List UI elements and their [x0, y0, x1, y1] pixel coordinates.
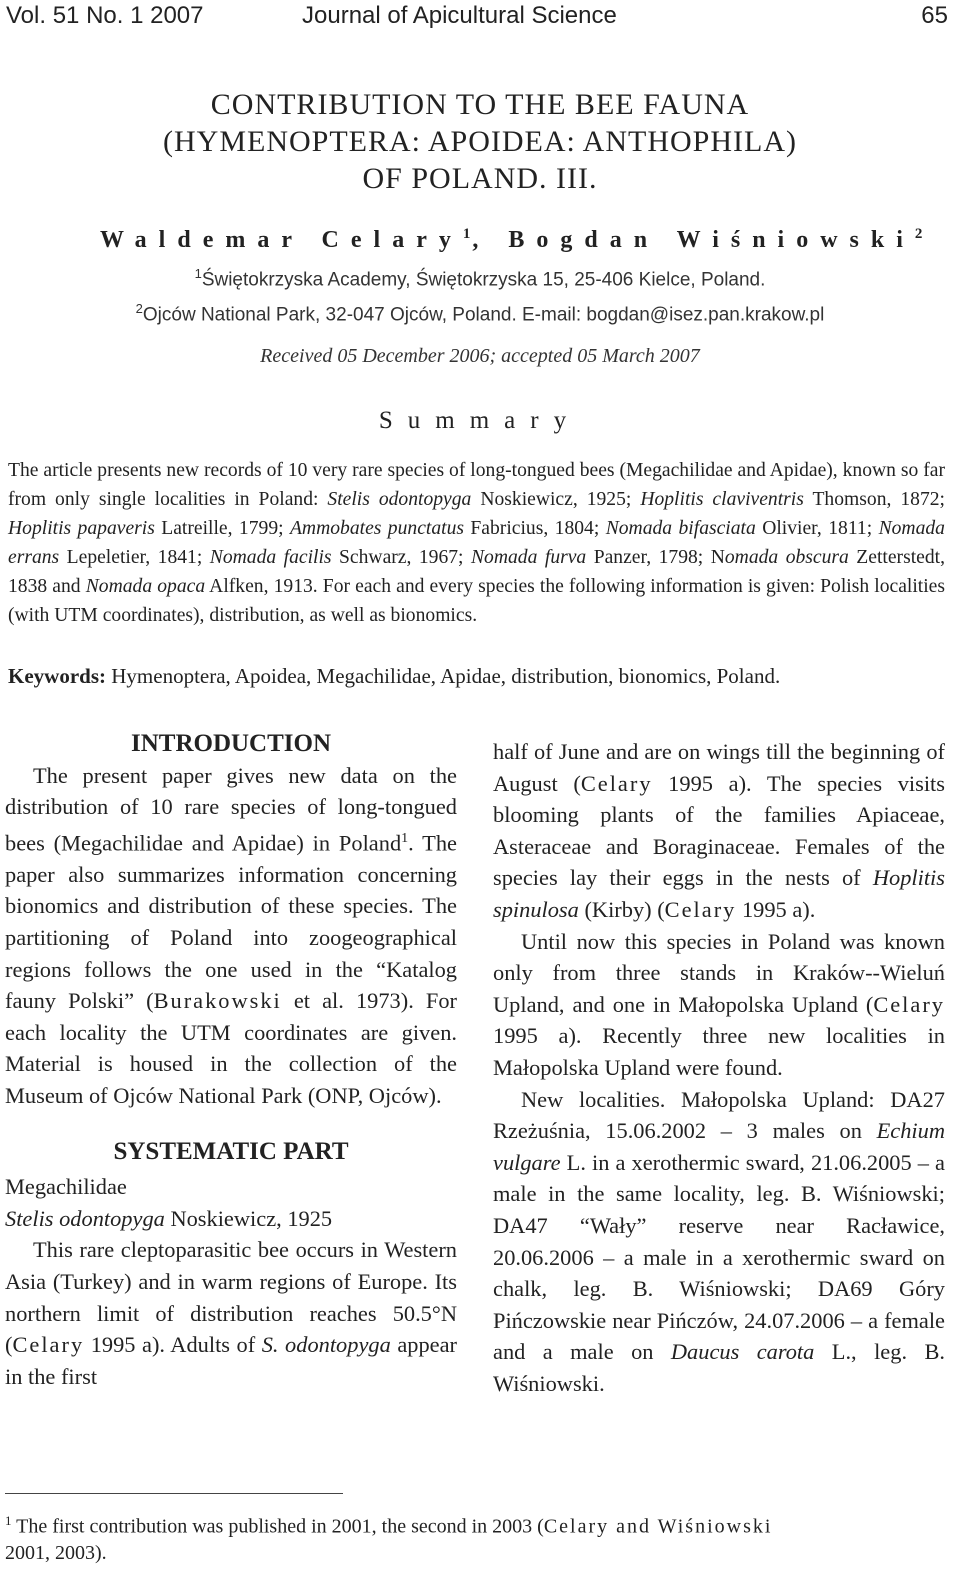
body-text: Until now this species in Poland was known only from three stands in Kraków--Wieluń Upland, and one in Małopolska Upland (	[493, 928, 945, 1017]
summary-part: Zetterstedt, 1838 and	[8, 547, 945, 597]
citation-author: Celary	[580, 770, 653, 796]
summary-heading: Summary	[378, 407, 582, 434]
citation-author: Celary	[873, 991, 945, 1017]
species-name: Hoplitis papaveris	[8, 518, 155, 539]
species-name: omada obscura	[724, 547, 849, 568]
affiliation-1	[60, 266, 900, 291]
right-column	[493, 736, 945, 1399]
species-author: Noskiewicz, 1925	[164, 1205, 333, 1231]
left-column	[5, 728, 457, 1392]
body-text: L., leg. B. Wiśniowski.	[493, 1339, 945, 1396]
species-name: Nomada opaca	[85, 576, 206, 597]
systematic-part-heading: SYSTEMATIC PART	[113, 1137, 349, 1165]
introduction-paragraph	[5, 760, 457, 1112]
introduction-heading: INTRODUCTION	[130, 730, 332, 757]
intro-text: et al. 1973). For each locality the UTM coordinates are given. Material is housed in the collection of the Museum of Ojców National Park (ONP, Ojców).	[5, 988, 457, 1108]
running-header	[0, 0, 960, 36]
summary-part: Latreille, 1799;	[154, 518, 290, 539]
family-name: Megachilidae	[5, 1174, 127, 1200]
body-text: (Kirby) (	[578, 896, 665, 922]
author-line	[100, 226, 925, 254]
footnote-divider	[5, 1493, 343, 1494]
title-line-2: (HYMENOPTERA: APOIDEA: ANTHOPHILA)	[163, 125, 797, 158]
affiliation-2-text: Ojców National Park, 32-047 Ojców, Poland. E-mail: bogdan@isez.pan.krakow.pl	[142, 304, 825, 326]
species-name: Hoplitis spinulosa	[493, 865, 945, 922]
summary-part: Noskiewicz, 1925;	[471, 489, 641, 510]
keywords	[8, 661, 945, 691]
plant-name: Echium vulgare	[493, 1118, 945, 1175]
body-text: L. in a xerothermic sward, 21.06.2005 – a male in the same locality, leg. B. Wiśniowski; DA47 “Wały” reserve near Racławice, 20.06.2006 – a male in a xerothermic sward on chalk, leg. B. Wiśniowski; DA69 Góry Pińczowskie near Pińczów, 24.07.2006 – a female and a male on	[493, 1149, 945, 1365]
footnote	[5, 1508, 785, 1566]
species-text: appear in the first	[5, 1332, 457, 1389]
summary-part: Panzer, 1798; N	[586, 547, 725, 568]
journal-name: Journal of Apicultural Science	[302, 2, 617, 29]
author-1: Waldemar Celary	[100, 227, 463, 253]
title-line-1: CONTRIBUTION TO THE BEE FAUNA	[210, 88, 750, 121]
plant-name: Daucus carota	[670, 1339, 815, 1365]
body-text: 1995 a).	[736, 896, 816, 922]
article-title	[60, 86, 900, 197]
title-line-3: OF POLAND. III.	[362, 162, 598, 195]
distribution-paragraph	[493, 926, 945, 1084]
species-name: Nomada furva	[470, 547, 587, 568]
author-2: Bogdan Wiśniowski	[508, 227, 915, 253]
body-text: 1995 a). Recently three new localities in Małopolska Upland were found.	[493, 1023, 945, 1080]
species-name: Stelis odontopyga	[5, 1205, 165, 1231]
summary-part: Olivier, 1811;	[755, 518, 879, 539]
footnote-text: 2001, 2003).	[5, 1541, 107, 1564]
summary-text	[8, 456, 945, 630]
species-text: 1995 a). Adults of	[84, 1332, 262, 1358]
body-text: 1995 a). The species visits blooming plants of the families Apiaceae, Asteraceae and Boraginaceae. Females of the species lay their eggs in the nests of	[493, 770, 945, 891]
summary-part: Thomson, 1872;	[803, 489, 945, 510]
species-name: Nomada bifasciata	[605, 518, 756, 539]
citation-author: Celary	[664, 896, 737, 922]
affiliation-2-mark: 2	[135, 301, 143, 316]
species-paragraph	[5, 1234, 457, 1392]
species-name: Stelis odontopyga	[327, 489, 472, 510]
species-name: S. odontopyga	[261, 1332, 391, 1358]
keywords-list: Hymenoptera, Apoidea, Megachilidae, Apidae, distribution, bionomics, Poland.	[106, 664, 781, 688]
summary-part: Schwarz, 1967;	[331, 547, 471, 568]
footnote-text: The first contribution was published in 2001, the second in 2003 (	[11, 1515, 544, 1538]
body-text: half of June and are on wings till the beginning of August (	[493, 739, 945, 796]
footnote-mark: 1	[5, 1513, 12, 1528]
volume-info: Vol. 51 No. 1 2007	[6, 2, 204, 29]
affiliation-1-text: Świętokrzyska Academy, Świętokrzyska 15, 25-406 Kielce, Poland.	[201, 269, 766, 291]
citation-author: Celary and Wiśniowski	[543, 1515, 773, 1538]
body-text: New localities. Małopolska Upland: DA27 Rzeżuśnia, 15.06.2002 – 3 males on	[493, 1086, 945, 1144]
continued-paragraph	[493, 736, 945, 926]
author-2-affiliation-mark: 2	[914, 226, 925, 242]
author-separator: ,	[472, 227, 491, 253]
intro-text: The present paper gives new data on the distribution of 10 rare species of long-tongued bees (Megachilidae and Apidae) in Poland	[5, 762, 457, 856]
species-heading	[5, 1203, 457, 1235]
species-name: Nomada errans	[8, 518, 945, 568]
intro-text: . The paper also summarizes information concerning bionomics and distribution of these species. The partitioning of Poland into zoogeographical regions follows the one used in the “Katalog fauny Polski” (	[5, 830, 457, 1014]
summary-part: Fabricius, 1804;	[464, 518, 606, 539]
citation-author: Celary	[12, 1332, 85, 1358]
species-name: Nomada facilis	[209, 547, 332, 568]
author-1-affiliation-mark: 1	[462, 226, 473, 242]
new-localities-paragraph	[493, 1084, 945, 1400]
affiliation-2	[60, 301, 900, 326]
summary-part: Alfken, 1913. For each and every species the following information is given: Polish localities (with UTM coordinates), distribution, as well as bionomics.	[8, 576, 945, 626]
keywords-label: Keywords:	[8, 664, 106, 688]
citation-author: Burakowski	[153, 988, 282, 1014]
affiliation-1-mark: 1	[194, 266, 202, 281]
summary-part: The article presents new records of 10 very rare species of long-tongued bees (Megachilidae and Apidae), known so far from only single localities in Poland:	[8, 460, 945, 510]
species-name: Ammobates punctatus	[289, 518, 464, 539]
received-dates: Received 05 December 2006; accepted 05 March 2007	[260, 345, 700, 367]
page-number: 65	[921, 2, 948, 29]
species-name: Hoplitis claviventris	[640, 489, 804, 510]
species-text: This rare cleptoparasitic bee occurs in Western Asia (Turkey) and in warm regions of Europe. Its northern limit of distribution reaches 50.5°N (	[5, 1237, 457, 1358]
footnote-ref[interactable]: 1	[401, 830, 409, 846]
summary-part: Lepeletier, 1841;	[59, 547, 210, 568]
